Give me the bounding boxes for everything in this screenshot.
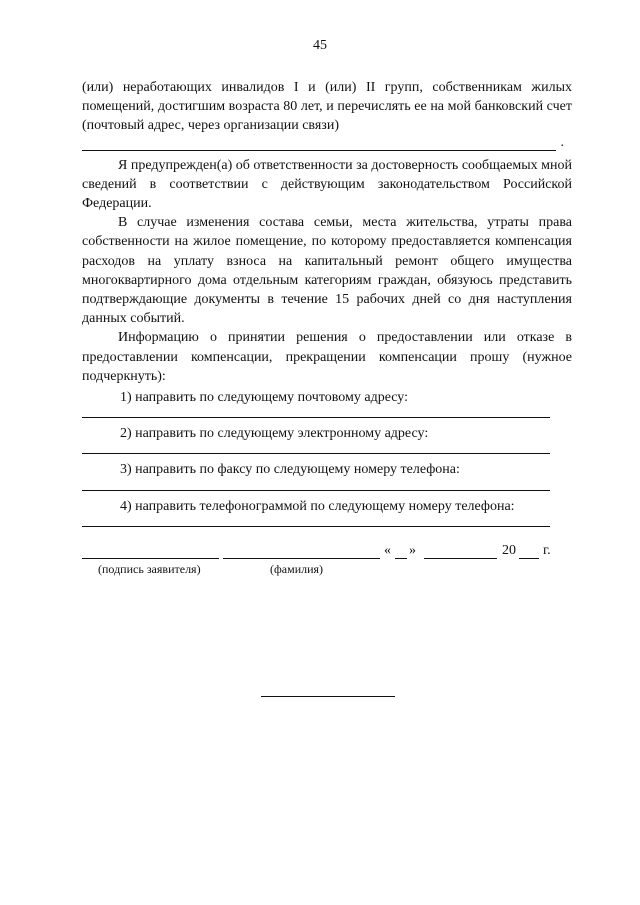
paragraph-continuation: (или) неработающих инвалидов I и (или) II групп, собственникам жилых помещений, достигшим возраста 80 лет, и перечислять ее на мой банковский счет (почтовый адрес, через организации связи) bbox=[82, 80, 572, 134]
phone-number-fill-line[interactable] bbox=[82, 516, 550, 527]
open-quote: « bbox=[384, 543, 391, 558]
signature-row bbox=[82, 543, 572, 563]
option-email bbox=[82, 424, 572, 454]
option-label: 1) направить по следующему почтовому адресу: bbox=[120, 390, 408, 406]
paragraph-changes: В случае изменения состава семьи, места жительства, утраты права собственности на жилое помещение, по которому предоставляется компенсация расходов на уплату взноса на капитальный ремонт общего имущества многоквартирного дома отдельным категориям граждан, обязуюсь представить подтверждающие документы в течение 15 рабочих дней со дня наступления данных событий. bbox=[82, 215, 572, 327]
paragraph-responsibility: Я предупрежден(а) об ответственности за достоверность сообщаемых мной сведений в соответствии с действующим законодательством Российской Федерации. bbox=[82, 157, 572, 212]
paragraph-notification: Информацию о принятии решения о предоставлении или отказе в предоставлении компенсации, прекращении компенсации прошу (нужное подчеркнуть): bbox=[82, 330, 572, 384]
year-blank[interactable] bbox=[519, 543, 539, 559]
option-fax bbox=[82, 460, 572, 490]
close-quote: » bbox=[409, 543, 416, 558]
signature-blank[interactable] bbox=[82, 543, 219, 559]
option-postal bbox=[82, 388, 572, 418]
day-blank[interactable] bbox=[395, 543, 407, 559]
bank-account-fill-line[interactable] bbox=[82, 135, 564, 151]
option-label: 2) направить по следующему электронному адресу: bbox=[120, 426, 429, 442]
year-suffix: г. bbox=[543, 543, 551, 558]
end-separator-line bbox=[261, 696, 395, 697]
page-number: 45 bbox=[313, 38, 327, 53]
postal-address-fill-line[interactable] bbox=[82, 407, 550, 418]
line-end-mark: . bbox=[560, 135, 564, 151]
option-label: 4) направить телефонограммой по следующему номеру телефона: bbox=[120, 498, 515, 514]
option-phonogram bbox=[82, 497, 572, 527]
signature-caption: (подпись заявителя) bbox=[98, 562, 201, 576]
month-blank[interactable] bbox=[424, 543, 497, 559]
document-body bbox=[82, 78, 572, 531]
fax-number-fill-line[interactable] bbox=[82, 480, 550, 491]
surname-blank[interactable] bbox=[223, 543, 380, 559]
year-prefix: 20 bbox=[502, 543, 516, 558]
email-address-fill-line[interactable] bbox=[82, 443, 550, 454]
surname-caption: (фамилия) bbox=[270, 562, 324, 576]
option-label: 3) направить по факсу по следующему номеру телефона: bbox=[120, 462, 460, 478]
